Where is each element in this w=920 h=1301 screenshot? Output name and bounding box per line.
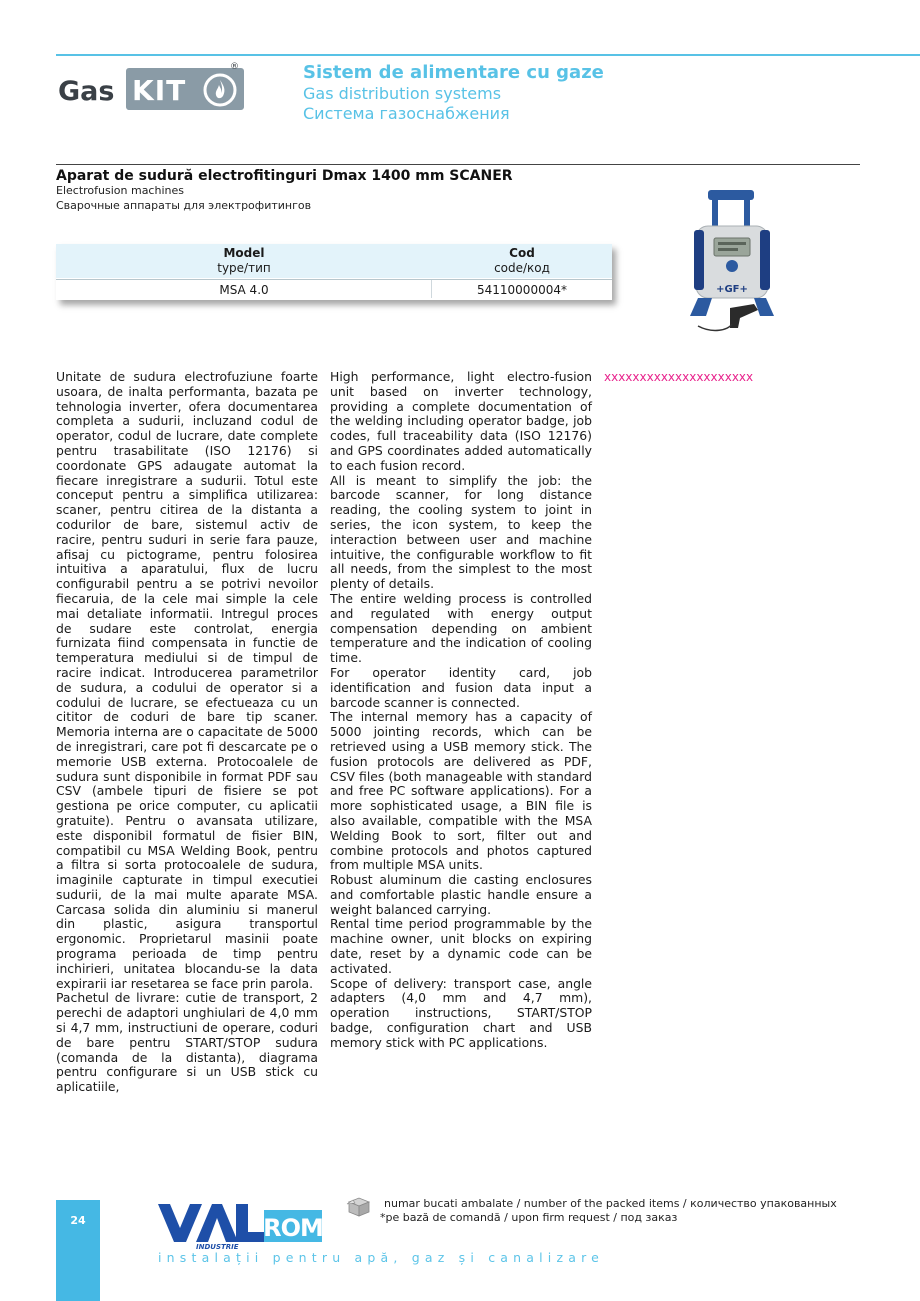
- welding-machine-image: [668, 186, 788, 336]
- spec-col-model-header: Model: [223, 246, 265, 260]
- description-en-para: Scope of delivery: transport case, angle adapters (4,0 mm and 4,7 mm), operation instructions, START/STOP badge, configuration chart and USB memory stick with PC applications.: [330, 975, 592, 1050]
- spec-cell-code: 54110000004*: [477, 283, 567, 297]
- logo-gas-text: Gas: [58, 76, 115, 107]
- description-en-para: Rental time period programmable by the machine owner, unit blocks on expiring date, reset by a dynamic code can be activated.: [330, 916, 592, 976]
- product-title: Aparat de sudură electrofitinguri Dmax 1400 mm SCANER: [56, 168, 513, 184]
- gf-brand-label: +GF+: [716, 284, 748, 295]
- header-title-ro: Sistem de alimentare cu gaze: [303, 62, 604, 83]
- valrom-logo: [156, 1198, 326, 1250]
- valrom-rom-text: ROM: [263, 1214, 323, 1242]
- description-en-para: The internal memory has a capacity of 5000 jointing records, which can be retrieved using a USB memory stick. The fusion protocols are delivered as PDF, CSV files (both manageable with standard and free PC software applications). For a more sophisticated usage, a BIN file is also available, compatible with the MSA Welding Book to sort, filter out and combine protocols and photos captured from multiple MSA units.: [330, 709, 592, 873]
- company-tagline: instalații pentru apă, gaz și canalizare: [158, 1250, 605, 1265]
- page-number: 24: [70, 1214, 86, 1227]
- description-ro-delivery: Pachetul de livrare: cutie de transport, 2 perechi de adaptori unghiulari de 4,0 mm si 4,7 mm, instructiuni de operare, coduri de bare pentru START/STOP sudura (comanda de la distanta), diagrama pentru configurare si un USB stick cu aplicatiile,: [56, 990, 318, 1095]
- spec-col-code-header: Cod: [509, 246, 535, 260]
- header-title-en: Gas distribution systems: [303, 84, 502, 103]
- description-en-para: High performance, light electro-fusion unit based on inverter technology, providing a complete documentation of the welding including operator badge, job codes, full traceability data (ISO 12176) and GPS coordinates added automatically to each fusion record.: [330, 369, 592, 473]
- spec-col-model-subheader: type/тип: [217, 261, 271, 275]
- description-en: [330, 370, 592, 1051]
- section-rule: [56, 164, 860, 165]
- header-title-ru: Система газоснабжения: [303, 104, 510, 123]
- logo-kit-text: KIT: [132, 74, 187, 107]
- description-en-para: All is meant to simplify the job: the barcode scanner, for long distance reading, the cooling system to joint in series, the icon system, to keep the interaction between user and machine intuitive, the configurable workflow to fit all needs, from the simplest to the most plenty of details.: [330, 472, 592, 592]
- order-note: *pe bază de comandă / upon firm request / под заказ: [380, 1211, 678, 1224]
- description-ru-placeholder: xxxxxxxxxxxxxxxxxxxxx: [604, 370, 754, 384]
- header-top-rule: [56, 54, 920, 56]
- product-subtitle-en: Electrofusion machines: [56, 184, 184, 197]
- product-subtitle-ru: Сварочные аппараты для электрофитингов: [56, 199, 312, 212]
- box-icon: [346, 1194, 372, 1218]
- spec-header-divider: [56, 279, 612, 280]
- description-en-para: Robust aluminum die casting enclosures and comfortable plastic handle ensure a weight balanced carrying.: [330, 872, 592, 917]
- description-en-para: For operator identity card, job identification and fusion data input a barcode scanner is connected.: [330, 664, 592, 710]
- spec-col-code-subheader: code/код: [494, 261, 550, 275]
- flame-icon: [202, 72, 238, 108]
- gaskit-logo: [58, 62, 248, 118]
- spec-table: [56, 244, 612, 300]
- registered-mark: ®: [230, 62, 239, 72]
- spec-cell-model: MSA 4.0: [219, 283, 269, 297]
- description-ro-main: Unitate de sudura electrofuziune foarte usoara, de inalta performanta, bazata pe tehnologia inverter, ofera documentarea completa a sudurii, incluzand codul de operator, codul de lucrare, date complete pentru trasabilitate (ISO 12176) si coordonate GPS adaugate automat la fiecare inregistrare a sudurii. Totul este conceput pentru a simplifica utilizarea: scaner, pentru citirea de la distanta a codurilor de bare, sistemul activ de racire, pentru suduri in serie fara pauze, afisaj cu pictograme, pentru folosirea intuitiva a aparatului, flux de lucru configurabil pentru a se potrivi nevoilor fiecaruia, de la cele mai simple la cele mai detaliate informatii. Intregul proces de sudare este controlat, energia furnizata fiind compensata in functie de temperatura mediului si de timpul de racire indicat. Introducerea parametrilor de sudura, a codului de operator si a codului de lucrare, se efectueaza cu un cititor de coduri de bare tip scaner. Memoria interna are o capacitate de 5000 de inregistrari, care pot fi descarcate pe o memorie USB externa. Protocoalele de sudura sunt disponibile in format PDF sau CSV (ambele tipuri de fisiere se pot gestiona pe orice computer, cu aplicatii gratuite). Pentru o avansata utilizare, este disponibil formatul de fisier BIN, compatibil cu MSA Welding Book, pentru a filtra si sorta protocoalele de sudura, imaginile capturate in timpul executiei sudurii, de la mai multe aparate MSA. Carcasa solida din aluminiu si manerul din plastic, asigura transportul ergonomic. Proprietarul masinii poate programa perioada de timp pentru inchirieri, unitatea blocandu-se la data expirarii iar resetarea se face prin parola.: [56, 369, 318, 991]
- description-en-para: The entire welding process is controlled and regulated with energy output compensation depending on ambient temperature and the indication of cooling time.: [330, 590, 592, 666]
- valrom-industrie-text: INDUSTRIE: [196, 1243, 239, 1250]
- packed-items-note: numar bucati ambalate / number of the packed items / количество упакованных: [384, 1197, 837, 1210]
- description-ro: [56, 370, 318, 1095]
